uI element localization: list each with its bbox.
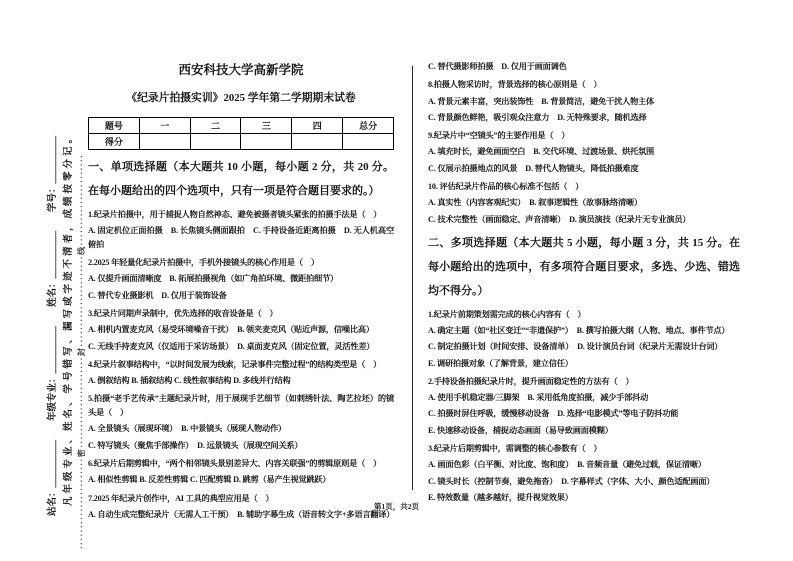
- column-divider: [412, 66, 413, 490]
- question-text: 4.纪录片叙事结构中，“以时间发展为线索，记录事件完整过程”的结构类型是（ ）: [88, 359, 382, 369]
- option-text: A. 背景元素丰富，突出装饰性 B. 背景简洁，避免干扰人物主体: [428, 96, 655, 106]
- score-cell: [343, 134, 394, 150]
- option-text: A. 相机内置麦克风（易受环境噪音干扰） B. 领夹麦克风（贴近声源，信噪比高）: [88, 325, 374, 335]
- option-text: E. 特效数量（越多越好，提升视觉效果）: [428, 492, 573, 502]
- school-name: 西安科技大学高新学院: [178, 63, 304, 77]
- score-row-label: 得分: [89, 134, 140, 150]
- score-cell: [292, 134, 343, 150]
- option-text: A. 倒叙结构 B. 插叙结构 C. 线性叙事结构 D. 多线并行结构: [88, 376, 291, 386]
- option-text: C. 仅展示拍摄地点的风景 D. 替代人物镜头，降低拍摄难度: [428, 163, 639, 173]
- score-table-header-cell: 二: [190, 118, 241, 134]
- seal-line: ······················密······················封······················线······················: [77, 153, 86, 549]
- score-table-header-cell: 三: [241, 118, 292, 134]
- question-text: 6.纪录片后期剪辑中，“两个相邻镜头景别差异大、内容关联强”的剪辑原则是（ ）: [88, 459, 382, 468]
- option-text: A. 确定主题（如“社区变迁”“非遗保护”） B. 撰写拍摄大纲（人物、地点、事件节点）: [428, 326, 730, 336]
- score-table-header-cell: 总分: [343, 118, 394, 134]
- question-text: 1.纪录片前期策划需完成的核心内容有（ ）: [428, 309, 586, 319]
- option-text: A. 自动生成完整纪录片（无需人工干预） B. 辅助字幕生成（语音转文字+多语言翻译）: [88, 509, 395, 519]
- option-text: A. 使用手机稳定器/三脚架 B. 采用低角度拍摄，减少手部抖动: [428, 393, 649, 403]
- left-column: [88, 58, 394, 524]
- score-cell: [139, 134, 190, 150]
- option-text: C. 技术完整性（画面稳定、声音清晰） D. 演员演技（纪录片无专业演员）: [428, 214, 691, 224]
- option-text: C. 背景颜色鲜艳，吸引观众注意力 D. 无特殊要求，随机选择: [428, 112, 647, 122]
- score-table: [88, 117, 394, 150]
- option-text: A. 填充时长，避免画面空白 B. 交代环境、过渡场景、烘托氛围: [428, 147, 655, 157]
- question-text: 5.拍摄“老手艺传承”主题纪录片时，用于展现手艺细节（如刺绣针法、陶艺拉坯）的镜头是（ ）: [88, 394, 394, 418]
- section-1-heading: 一、单项选择题（本大题共 10 小题，每小题 2 分，共 20 分。在每小题给出的四个选项中，只有一项是符合题目要求的。）: [88, 161, 394, 197]
- score-table-header-cell: 题号: [89, 118, 140, 134]
- option-text: E. 调研拍摄对象（了解背景，建立信任）: [428, 358, 573, 368]
- score-table-header-row: [89, 118, 394, 134]
- exam-title: 《纪录片拍摄实训》2025 学年第二学期期末试卷: [126, 92, 356, 104]
- option-text: A. 仅提升画面清晰度 B. 拓展拍摄视角（如广角拍环境、微距拍细节）: [88, 274, 338, 284]
- option-text: C. 制定拍摄计划（时间安排、设备清单） D. 设计演员台词（纪录片无需设计台词）: [428, 342, 723, 352]
- question-text: 3.纪录片同期声录制中，优先选择的收音设备是（ ）: [88, 308, 278, 318]
- option-text: C. 无线手持麦克风（仅适用于采访场景） D. 桌面麦克风（固定位置，灵活性差）: [88, 341, 375, 351]
- section-2-heading: 二、多项选择题（本大题共 5 小题，每小题 3 分，共 15 分。在每小题给出的选项中，有多项符合题目要求，多选、少选、错选均不得分。）: [428, 237, 740, 297]
- question-text: 1.纪录片拍摄中，用于捕捉人物自然神态、避免被摄者镜头紧张的拍摄手法是（ ）: [88, 209, 382, 219]
- question-text: 3.纪录片后期剪辑中，需调整的核心参数有（ ）: [428, 443, 602, 453]
- score-table-header-cell: 一: [139, 118, 190, 134]
- option-text: A. 画面色彩（白平衡、对比度、饱和度） B. 音频音量（避免过载，保证清晰）: [428, 460, 706, 470]
- option-text: C. 镜头时长（控制节奏，避免拖沓） D. 字幕样式（字体、大小、颜色适配画面）: [428, 476, 715, 486]
- option-text: C. 特写镜头（聚焦手部操作） D. 远景镜头（展现空间关系）: [88, 440, 303, 450]
- sidebar-fields-line: 站名：＿＿＿＿＿ 年级专业：＿＿＿＿＿ 姓名：＿＿＿＿＿ 学号：＿＿＿＿＿: [48, 135, 58, 516]
- score-table-score-row: [89, 134, 394, 150]
- question-text: 7.2025 年纪录片创作中，AI 工具的典型应用是（ ）: [88, 493, 274, 503]
- right-column: [428, 60, 740, 507]
- option-text: A. 固定机位正面拍摄 B. 长焦镜头侧面跟拍 C. 手持设备近距离拍摄 D. 无人机高空俯拍: [88, 226, 394, 249]
- question-text: 10. 评估纪录片作品的核心标准不包括（ ）: [428, 181, 584, 191]
- question-text: 9.纪录片中“空镜头”的主要作用是（ ）: [428, 131, 570, 141]
- option-text: E. 快速移动设备，捕捉动态画面（易导致画面模糊）: [428, 425, 613, 435]
- score-table-header-cell: 四: [292, 118, 343, 134]
- page-footer: 第1页，共2页: [374, 502, 419, 511]
- option-text: A. 全景镜头（展现环境） B. 中景镜头（展现人物动作）: [88, 424, 286, 434]
- question-text: 8.拍摄人物采访时，背景选择的核心原则是（ ）: [428, 80, 602, 90]
- score-cell: [190, 134, 241, 150]
- score-cell: [241, 134, 292, 150]
- question-text: 2.2025 年轻量化纪录片拍摄中，手机外接镜头的核心作用是（ ）: [88, 258, 319, 268]
- option-text: C. 替代摄影师拍摄 D. 仅用于画面调色: [428, 62, 567, 71]
- sidebar-warning-text: 凡年级专业、姓名、学号错写、漏写或字迹不清者，成绩按零分记。: [64, 130, 74, 506]
- option-text: C. 替代专业摄影机 D. 仅用于装饰设备: [88, 290, 227, 300]
- option-text: C. 拍摄时屏住呼吸，缓慢移动设备 D. 选择“电影模式”等电子防抖功能: [428, 409, 679, 419]
- option-text: A. 真实性（内容客观纪实） B. 叙事逻辑性（故事脉络清晰）: [428, 198, 642, 208]
- question-text: 2.手持设备拍摄纪录片时，提升画面稳定性的方法有（ ）: [428, 376, 634, 386]
- option-text: A. 相似性剪辑 B. 反差性剪辑 C. 匹配剪辑 D. 跳剪（易产生视觉跳跃）: [88, 475, 331, 485]
